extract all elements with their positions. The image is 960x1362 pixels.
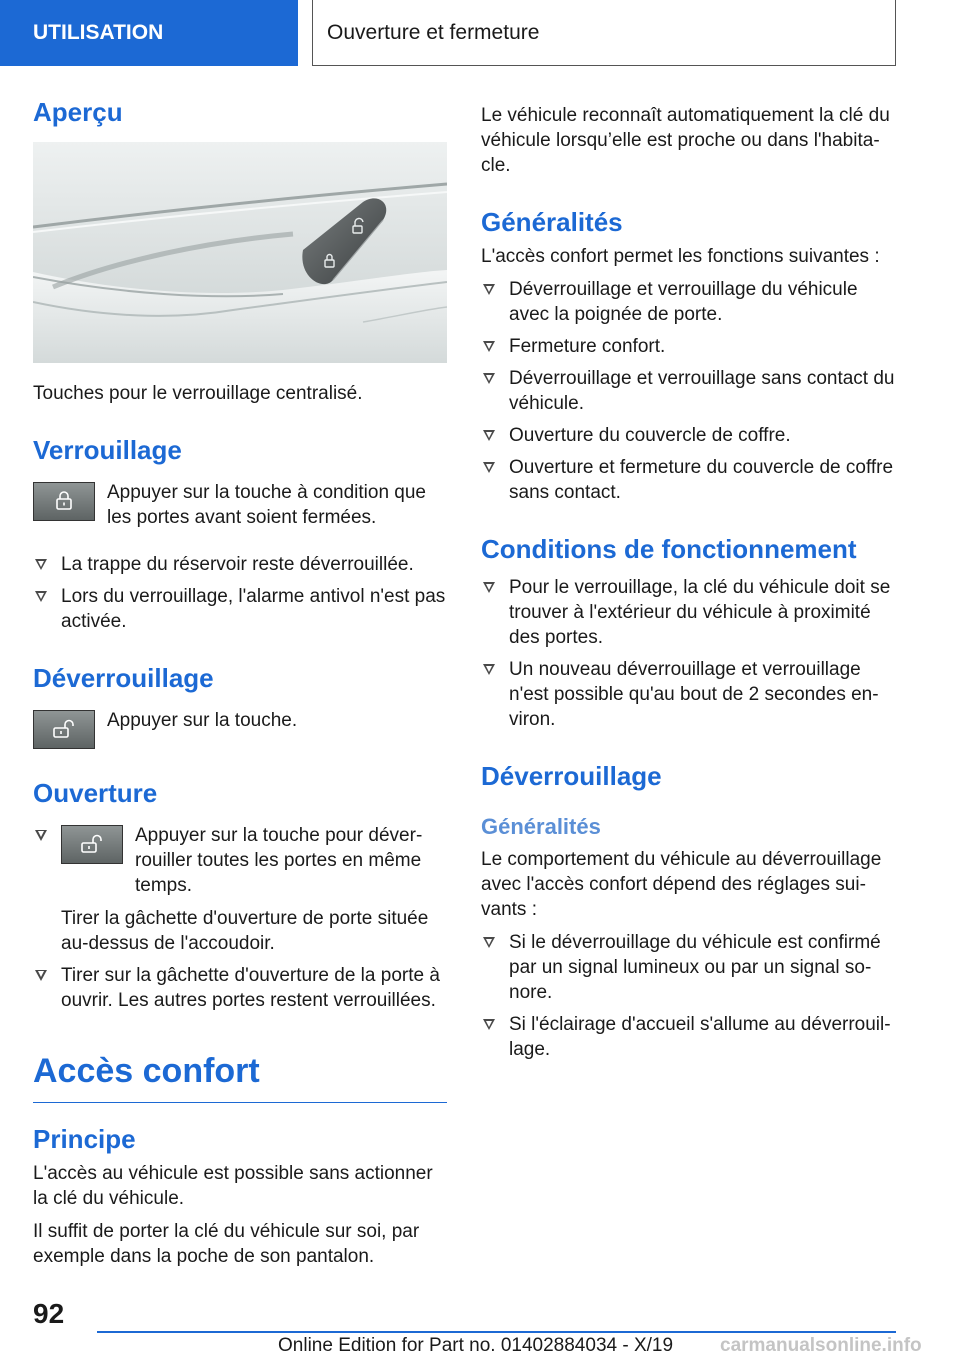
verrouillage-bullet-list	[33, 552, 447, 634]
footer-edition: Online Edition for Part no. 01402884034 - X/19	[278, 1335, 674, 1356]
heading-generalites: Généralités	[481, 207, 623, 237]
header-section-label: UTILISATION	[33, 21, 164, 44]
heading-principe: Principe	[33, 1123, 136, 1154]
list-item: Tirer sur la gâchette d'ouverture de la porte à ouvrir. Les autres portes restent verrouillées.	[33, 963, 447, 1013]
triangle-bullet-icon	[35, 970, 47, 981]
triangle-bullet-icon	[483, 937, 495, 948]
header-chapter-box	[312, 0, 896, 66]
list-item: Ouverture du couvercle de coffre.	[481, 423, 896, 448]
triangle-bullet-icon	[483, 373, 495, 384]
generalites2-paragraph: Le comportement du véhicule au déverrouillage avec l'accès confort dépend des réglages suivants :	[481, 848, 882, 920]
deverrouillage-text: Appuyer sur la touche.	[107, 709, 298, 731]
list-item: Un nouveau déverrouillage et verrouillage n'est possible qu'au bout de 2 secondes environ.	[481, 657, 896, 732]
deverrouillage-instruction	[33, 708, 447, 749]
heading-deverrouillage: Déverrouillage	[33, 662, 214, 693]
list-item: Fermeture confort.	[481, 334, 896, 359]
generalites-bullet-list	[481, 277, 896, 505]
list-item: Déverrouillage et verrouillage du véhicule avec la poignée de porte.	[481, 277, 896, 327]
list-item: Pour le verrouillage, la clé du véhicule doit se trouver à l'extérieur du véhicule à proximité des portes.	[481, 575, 896, 650]
triangle-bullet-icon	[35, 591, 47, 602]
subheading-generalites: Généralités	[481, 813, 601, 839]
list-item: La trappe du réservoir reste déverrouillée.	[33, 552, 447, 577]
intro-paragraph: Le véhicule reconnaît automatiquement la clé du véhicule lorsqu’elle est proche ou dans l'habitacle.	[481, 105, 890, 176]
door-handle-photo-svg	[33, 142, 447, 363]
triangle-bullet-icon	[483, 341, 495, 352]
verrouillage-instruction	[33, 480, 447, 530]
principe-paragraph-2: Il suffit de porter la clé du véhicule sur soi, par exemple dans la poche de son pantalon.	[33, 1220, 420, 1267]
heading-apercu: Aperçu	[33, 97, 123, 127]
list-item: Si le déverrouillage du véhicule est confirmé par un signal lumineux ou par un signal sonore.	[481, 930, 896, 1005]
triangle-bullet-icon	[483, 462, 495, 473]
list-item: Ouverture et fermeture du couvercle de coffre sans contact.	[481, 455, 896, 505]
triangle-bullet-icon	[35, 830, 47, 841]
triangle-bullet-icon	[35, 559, 47, 570]
page-number: 92	[33, 1298, 65, 1329]
header-chapter-label: Ouverture et fermeture	[327, 20, 540, 44]
triangle-bullet-icon	[483, 430, 495, 441]
principe-paragraph-1: L'accès au véhicule est possible sans actionner la clé du véhicule.	[33, 1162, 433, 1209]
triangle-bullet-icon	[483, 582, 495, 593]
lock-key-icon	[33, 482, 95, 521]
heading-acces-confort: Accès confort	[33, 1053, 447, 1103]
heading-verrouillage: Verrouillage	[33, 434, 182, 465]
verrouillage-text: Appuyer sur la touche à condition que les portes avant soient fermées.	[107, 481, 426, 528]
door-handle-lock-buttons-photo	[33, 142, 447, 363]
triangle-bullet-icon	[483, 1019, 495, 1030]
left-column	[33, 98, 447, 1277]
photo-caption: Touches pour le verrouillage centralisé.	[33, 382, 363, 404]
heading-deverrouillage-right: Déverrouillage	[481, 760, 662, 791]
list-item: Lors du verrouillage, l'alarme antivol n'est pas activée.	[33, 584, 447, 634]
generalites-intro: L'accès confort permet les fonctions suivantes :	[481, 245, 880, 267]
heading-ouverture: Ouverture	[33, 777, 158, 808]
unlock-key-icon	[33, 710, 95, 749]
list-item: Déverrouillage et verrouillage sans contact du véhicule.	[481, 366, 896, 416]
unlock-key-icon	[61, 825, 123, 864]
list-item: Si l'éclairage d'accueil s'allume au déverrouillage.	[481, 1012, 896, 1062]
footer-watermark: carmanualsonline.info	[720, 1335, 922, 1356]
ouverture-item1-text: Appuyer sur la touche pour déverrouiller toutes les portes en même temps.	[135, 824, 423, 896]
triangle-bullet-icon	[483, 284, 495, 295]
header-section-tab	[0, 0, 298, 66]
right-column	[481, 103, 896, 1070]
list-item	[33, 823, 447, 956]
triangle-bullet-icon	[483, 664, 495, 675]
footer-divider	[97, 1331, 896, 1333]
conditions-bullet-list	[481, 575, 896, 732]
ouverture-bullet-list	[33, 823, 447, 1013]
heading-conditions: Conditions de fonctionnement	[481, 533, 857, 564]
ouverture-item1-extra: Tirer la gâchette d'ouverture de porte située au-dessus de l'accoudoir.	[61, 907, 429, 954]
generalites2-bullet-list	[481, 930, 896, 1062]
